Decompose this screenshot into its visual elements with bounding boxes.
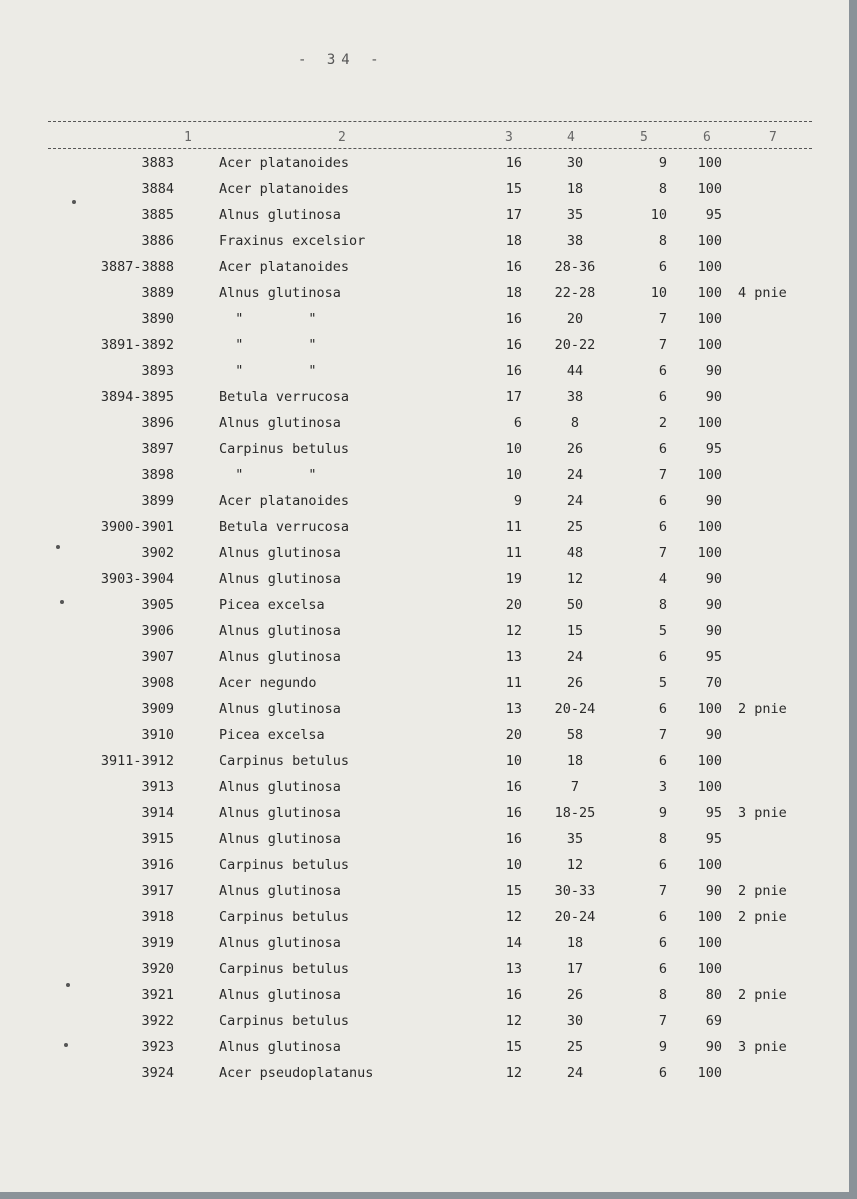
species: " " bbox=[219, 311, 317, 327]
table-row bbox=[0, 207, 849, 233]
col4-value: 24 bbox=[566, 467, 584, 483]
col6-value: 69 bbox=[705, 1013, 722, 1029]
tree-number: 3903-3904 bbox=[100, 571, 174, 587]
col6-value: 100 bbox=[697, 337, 722, 353]
col5-value: 9 bbox=[658, 1039, 667, 1055]
species: Alnus glutinosa bbox=[219, 987, 341, 1003]
col5-value: 3 bbox=[658, 779, 667, 795]
tree-number: 3899 bbox=[141, 493, 174, 509]
col4-value: 38 bbox=[566, 233, 584, 249]
col4-value: 24 bbox=[566, 493, 584, 509]
tree-number: 3909 bbox=[141, 701, 174, 717]
tree-number: 3883 bbox=[141, 155, 174, 171]
species: Betula verrucosa bbox=[219, 389, 350, 405]
col6-value: 90 bbox=[705, 493, 722, 509]
species: Alnus glutinosa bbox=[219, 805, 341, 821]
table-row bbox=[0, 857, 849, 883]
col6-value: 90 bbox=[705, 883, 722, 899]
note: 4 pnie bbox=[738, 285, 787, 301]
col6-value: 100 bbox=[697, 779, 722, 795]
table-row bbox=[0, 805, 849, 831]
col5-value: 5 bbox=[658, 675, 667, 691]
col5-value: 6 bbox=[658, 493, 667, 509]
col3-value: 17 bbox=[505, 207, 522, 223]
col4-value: 15 bbox=[566, 623, 584, 639]
col3-value: 15 bbox=[505, 1039, 522, 1055]
col3-value: 10 bbox=[505, 857, 522, 873]
col5-value: 6 bbox=[658, 519, 667, 535]
col6-value: 100 bbox=[697, 285, 722, 301]
col5-value: 8 bbox=[658, 233, 667, 249]
tree-number: 3884 bbox=[141, 181, 174, 197]
col4-value: 35 bbox=[566, 831, 584, 847]
table-row bbox=[0, 285, 849, 311]
table-row bbox=[0, 155, 849, 181]
col4-value: 18 bbox=[566, 181, 584, 197]
col5-value: 9 bbox=[658, 155, 667, 171]
punch-mark bbox=[72, 200, 76, 204]
col5-value: 8 bbox=[658, 597, 667, 613]
species: Alnus glutinosa bbox=[219, 285, 341, 301]
tree-number: 3914 bbox=[141, 805, 174, 821]
species: Alnus glutinosa bbox=[219, 623, 341, 639]
species: Carpinus betulus bbox=[219, 753, 350, 769]
col5-value: 6 bbox=[658, 857, 667, 873]
tree-number: 3915 bbox=[141, 831, 174, 847]
col3-value: 10 bbox=[505, 753, 522, 769]
tree-number: 3921 bbox=[141, 987, 174, 1003]
species: Carpinus betulus bbox=[219, 1013, 350, 1029]
species: Alnus glutinosa bbox=[219, 935, 341, 951]
species: Alnus glutinosa bbox=[219, 1039, 341, 1055]
col6-value: 95 bbox=[705, 805, 722, 821]
col5-value: 5 bbox=[658, 623, 667, 639]
col3-value: 12 bbox=[505, 623, 522, 639]
col4-value: 24 bbox=[566, 1065, 584, 1081]
header-rule-top bbox=[48, 121, 812, 122]
col4-value: 18 bbox=[566, 753, 584, 769]
col3-value: 11 bbox=[505, 675, 522, 691]
col4-value: 25 bbox=[566, 1039, 584, 1055]
tree-number: 3913 bbox=[141, 779, 174, 795]
tree-number: 3890 bbox=[141, 311, 174, 327]
table-row bbox=[0, 1065, 849, 1091]
col6-value: 95 bbox=[705, 441, 722, 457]
species: " " bbox=[219, 467, 317, 483]
col5-value: 7 bbox=[658, 467, 667, 483]
table-row bbox=[0, 571, 849, 597]
col6-value: 100 bbox=[697, 415, 722, 431]
col6-value: 90 bbox=[705, 363, 722, 379]
col5-value: 6 bbox=[658, 753, 667, 769]
table-row bbox=[0, 389, 849, 415]
col-header-5: 5 bbox=[640, 130, 648, 145]
col6-value: 100 bbox=[697, 753, 722, 769]
col-header-4: 4 bbox=[567, 130, 575, 145]
col6-value: 100 bbox=[697, 1065, 722, 1081]
col5-value: 6 bbox=[658, 935, 667, 951]
tree-number: 3922 bbox=[141, 1013, 174, 1029]
col3-value: 10 bbox=[505, 441, 522, 457]
col3-value: 12 bbox=[505, 909, 522, 925]
col5-value: 7 bbox=[658, 1013, 667, 1029]
col5-value: 10 bbox=[650, 285, 667, 301]
col4-value: 20-22 bbox=[554, 337, 596, 353]
table-row bbox=[0, 597, 849, 623]
species: Alnus glutinosa bbox=[219, 207, 341, 223]
col6-value: 100 bbox=[697, 935, 722, 951]
col4-value: 48 bbox=[566, 545, 584, 561]
table-row bbox=[0, 181, 849, 207]
table-row bbox=[0, 233, 849, 259]
col3-value: 10 bbox=[505, 467, 522, 483]
col3-value: 16 bbox=[505, 831, 522, 847]
species: Acer negundo bbox=[219, 675, 317, 691]
col5-value: 7 bbox=[658, 337, 667, 353]
species: Alnus glutinosa bbox=[219, 883, 341, 899]
species: Fraxinus excelsior bbox=[219, 233, 366, 249]
col6-value: 100 bbox=[697, 155, 722, 171]
table-row bbox=[0, 727, 849, 753]
tree-number: 3910 bbox=[141, 727, 174, 743]
col5-value: 10 bbox=[650, 207, 667, 223]
col-header-3: 3 bbox=[505, 130, 513, 145]
col6-value: 90 bbox=[705, 389, 722, 405]
col5-value: 6 bbox=[658, 701, 667, 717]
col4-value: 58 bbox=[566, 727, 584, 743]
col4-value: 25 bbox=[566, 519, 584, 535]
table-row bbox=[0, 415, 849, 441]
table-row bbox=[0, 493, 849, 519]
col3-value: 18 bbox=[505, 233, 522, 249]
col4-value: 35 bbox=[566, 207, 584, 223]
tree-number: 3911-3912 bbox=[100, 753, 174, 769]
table-row bbox=[0, 311, 849, 337]
col6-value: 90 bbox=[705, 597, 722, 613]
table-row bbox=[0, 961, 849, 987]
table-row bbox=[0, 779, 849, 805]
table-row bbox=[0, 441, 849, 467]
col3-value: 16 bbox=[505, 155, 522, 171]
col3-value: 16 bbox=[505, 363, 522, 379]
col4-value: 26 bbox=[566, 441, 584, 457]
col4-value: 26 bbox=[566, 675, 584, 691]
tree-number: 3905 bbox=[141, 597, 174, 613]
table-row bbox=[0, 519, 849, 545]
tree-number: 3924 bbox=[141, 1065, 174, 1081]
col6-value: 90 bbox=[705, 1039, 722, 1055]
col5-value: 6 bbox=[658, 363, 667, 379]
col5-value: 6 bbox=[658, 1065, 667, 1081]
col4-value: 38 bbox=[566, 389, 584, 405]
col4-value: 17 bbox=[566, 961, 584, 977]
punch-mark bbox=[56, 545, 60, 549]
tree-number: 3893 bbox=[141, 363, 174, 379]
table-row bbox=[0, 623, 849, 649]
species: Alnus glutinosa bbox=[219, 415, 341, 431]
tree-number: 3900-3901 bbox=[100, 519, 174, 535]
col3-value: 6 bbox=[513, 415, 522, 431]
col3-value: 17 bbox=[505, 389, 522, 405]
col3-value: 11 bbox=[505, 519, 522, 535]
col3-value: 15 bbox=[505, 181, 522, 197]
punch-mark bbox=[64, 1043, 68, 1047]
col4-value: 44 bbox=[566, 363, 584, 379]
species: Acer platanoides bbox=[219, 155, 350, 171]
col3-value: 20 bbox=[505, 597, 522, 613]
col4-value: 30 bbox=[566, 1013, 584, 1029]
note: 3 pnie bbox=[738, 805, 787, 821]
species: Alnus glutinosa bbox=[219, 779, 341, 795]
col5-value: 7 bbox=[658, 545, 667, 561]
note: 2 pnie bbox=[738, 987, 787, 1003]
note: 2 pnie bbox=[738, 883, 787, 899]
col6-value: 100 bbox=[697, 701, 722, 717]
species: " " bbox=[219, 337, 317, 353]
species: Carpinus betulus bbox=[219, 909, 350, 925]
col6-value: 100 bbox=[697, 311, 722, 327]
col5-value: 8 bbox=[658, 831, 667, 847]
col6-value: 80 bbox=[705, 987, 722, 1003]
col5-value: 6 bbox=[658, 259, 667, 275]
col3-value: 16 bbox=[505, 311, 522, 327]
table-row bbox=[0, 909, 849, 935]
col-header-7: 7 bbox=[769, 130, 777, 145]
col5-value: 4 bbox=[658, 571, 667, 587]
tree-number: 3889 bbox=[141, 285, 174, 301]
tree-number: 3886 bbox=[141, 233, 174, 249]
species: Acer pseudoplatanus bbox=[219, 1065, 374, 1081]
col-header-6: 6 bbox=[703, 130, 711, 145]
species: Acer platanoides bbox=[219, 493, 350, 509]
table-row bbox=[0, 753, 849, 779]
col3-value: 16 bbox=[505, 259, 522, 275]
table-row bbox=[0, 545, 849, 571]
col5-value: 7 bbox=[658, 727, 667, 743]
col3-value: 16 bbox=[505, 779, 522, 795]
col5-value: 6 bbox=[658, 441, 667, 457]
col-header-2: 2 bbox=[338, 130, 346, 145]
col4-value: 28-36 bbox=[554, 259, 596, 275]
tree-number: 3897 bbox=[141, 441, 174, 457]
col5-value: 8 bbox=[658, 987, 667, 1003]
col6-value: 90 bbox=[705, 571, 722, 587]
col3-value: 12 bbox=[505, 1013, 522, 1029]
col4-value: 20 bbox=[566, 311, 584, 327]
col3-value: 15 bbox=[505, 883, 522, 899]
col5-value: 7 bbox=[658, 311, 667, 327]
col5-value: 9 bbox=[658, 805, 667, 821]
note: 2 pnie bbox=[738, 701, 787, 717]
col6-value: 100 bbox=[697, 857, 722, 873]
page-number: - 34 - bbox=[298, 52, 385, 68]
tree-number: 3917 bbox=[141, 883, 174, 899]
table-row bbox=[0, 831, 849, 857]
col6-value: 100 bbox=[697, 545, 722, 561]
col3-value: 18 bbox=[505, 285, 522, 301]
col3-value: 13 bbox=[505, 701, 522, 717]
col3-value: 9 bbox=[513, 493, 522, 509]
species: " " bbox=[219, 363, 317, 379]
col3-value: 16 bbox=[505, 337, 522, 353]
tree-number: 3885 bbox=[141, 207, 174, 223]
col6-value: 100 bbox=[697, 181, 722, 197]
species: Picea excelsa bbox=[219, 597, 325, 613]
col4-value: 30-33 bbox=[554, 883, 596, 899]
tree-number: 3920 bbox=[141, 961, 174, 977]
col5-value: 6 bbox=[658, 961, 667, 977]
col5-value: 6 bbox=[658, 909, 667, 925]
species: Acer platanoides bbox=[219, 181, 350, 197]
col6-value: 95 bbox=[705, 831, 722, 847]
col3-value: 14 bbox=[505, 935, 522, 951]
col4-value: 30 bbox=[566, 155, 584, 171]
note: 3 pnie bbox=[738, 1039, 787, 1055]
header-rule-bottom bbox=[48, 148, 812, 149]
col6-value: 90 bbox=[705, 727, 722, 743]
col5-value: 7 bbox=[658, 883, 667, 899]
col6-value: 90 bbox=[705, 623, 722, 639]
species: Picea excelsa bbox=[219, 727, 325, 743]
col6-value: 100 bbox=[697, 519, 722, 535]
table-row bbox=[0, 987, 849, 1013]
table-row bbox=[0, 701, 849, 727]
col4-value: 50 bbox=[566, 597, 584, 613]
species: Carpinus betulus bbox=[219, 961, 350, 977]
table-row bbox=[0, 467, 849, 493]
col6-value: 95 bbox=[705, 207, 722, 223]
species: Betula verrucosa bbox=[219, 519, 350, 535]
col5-value: 6 bbox=[658, 389, 667, 405]
col6-value: 100 bbox=[697, 961, 722, 977]
tree-number: 3896 bbox=[141, 415, 174, 431]
col4-value: 20-24 bbox=[554, 909, 596, 925]
col4-value: 18-25 bbox=[554, 805, 596, 821]
col6-value: 100 bbox=[697, 259, 722, 275]
table-row bbox=[0, 883, 849, 909]
tree-number: 3916 bbox=[141, 857, 174, 873]
note: 2 pnie bbox=[738, 909, 787, 925]
col-header-1: 1 bbox=[184, 130, 192, 145]
tree-number: 3891-3892 bbox=[100, 337, 174, 353]
species: Alnus glutinosa bbox=[219, 831, 341, 847]
table-row bbox=[0, 1039, 849, 1065]
tree-number: 3907 bbox=[141, 649, 174, 665]
tree-number: 3887-3888 bbox=[100, 259, 174, 275]
col3-value: 13 bbox=[505, 961, 522, 977]
col4-value: 18 bbox=[566, 935, 584, 951]
col6-value: 100 bbox=[697, 909, 722, 925]
tree-number: 3902 bbox=[141, 545, 174, 561]
col5-value: 6 bbox=[658, 649, 667, 665]
table-row bbox=[0, 259, 849, 285]
species: Carpinus betulus bbox=[219, 441, 350, 457]
table-row bbox=[0, 337, 849, 363]
col4-value: 7 bbox=[570, 779, 580, 795]
col3-value: 12 bbox=[505, 1065, 522, 1081]
col5-value: 2 bbox=[658, 415, 667, 431]
species: Carpinus betulus bbox=[219, 857, 350, 873]
punch-mark bbox=[60, 600, 64, 604]
col3-value: 20 bbox=[505, 727, 522, 743]
table-row bbox=[0, 675, 849, 701]
col4-value: 8 bbox=[570, 415, 580, 431]
species: Acer platanoides bbox=[219, 259, 350, 275]
col4-value: 22-28 bbox=[554, 285, 596, 301]
col6-value: 95 bbox=[705, 649, 722, 665]
col6-value: 100 bbox=[697, 233, 722, 249]
tree-number: 3906 bbox=[141, 623, 174, 639]
col4-value: 24 bbox=[566, 649, 584, 665]
col5-value: 8 bbox=[658, 181, 667, 197]
col3-value: 16 bbox=[505, 987, 522, 1003]
col6-value: 100 bbox=[697, 467, 722, 483]
col3-value: 13 bbox=[505, 649, 522, 665]
col4-value: 26 bbox=[566, 987, 584, 1003]
tree-number: 3908 bbox=[141, 675, 174, 691]
col4-value: 12 bbox=[566, 571, 584, 587]
tree-number: 3923 bbox=[141, 1039, 174, 1055]
table-row bbox=[0, 1013, 849, 1039]
tree-number: 3919 bbox=[141, 935, 174, 951]
col4-value: 12 bbox=[566, 857, 584, 873]
col4-value: 20-24 bbox=[554, 701, 596, 717]
col3-value: 11 bbox=[505, 545, 522, 561]
tree-number: 3894-3895 bbox=[100, 389, 174, 405]
col3-value: 19 bbox=[505, 571, 522, 587]
species: Alnus glutinosa bbox=[219, 701, 341, 717]
table-row bbox=[0, 649, 849, 675]
table-row bbox=[0, 935, 849, 961]
punch-mark bbox=[66, 983, 70, 987]
tree-number: 3918 bbox=[141, 909, 174, 925]
col6-value: 70 bbox=[705, 675, 722, 691]
species: Alnus glutinosa bbox=[219, 571, 341, 587]
col3-value: 16 bbox=[505, 805, 522, 821]
species: Alnus glutinosa bbox=[219, 649, 341, 665]
tree-number: 3898 bbox=[141, 467, 174, 483]
species: Alnus glutinosa bbox=[219, 545, 341, 561]
table-row bbox=[0, 363, 849, 389]
